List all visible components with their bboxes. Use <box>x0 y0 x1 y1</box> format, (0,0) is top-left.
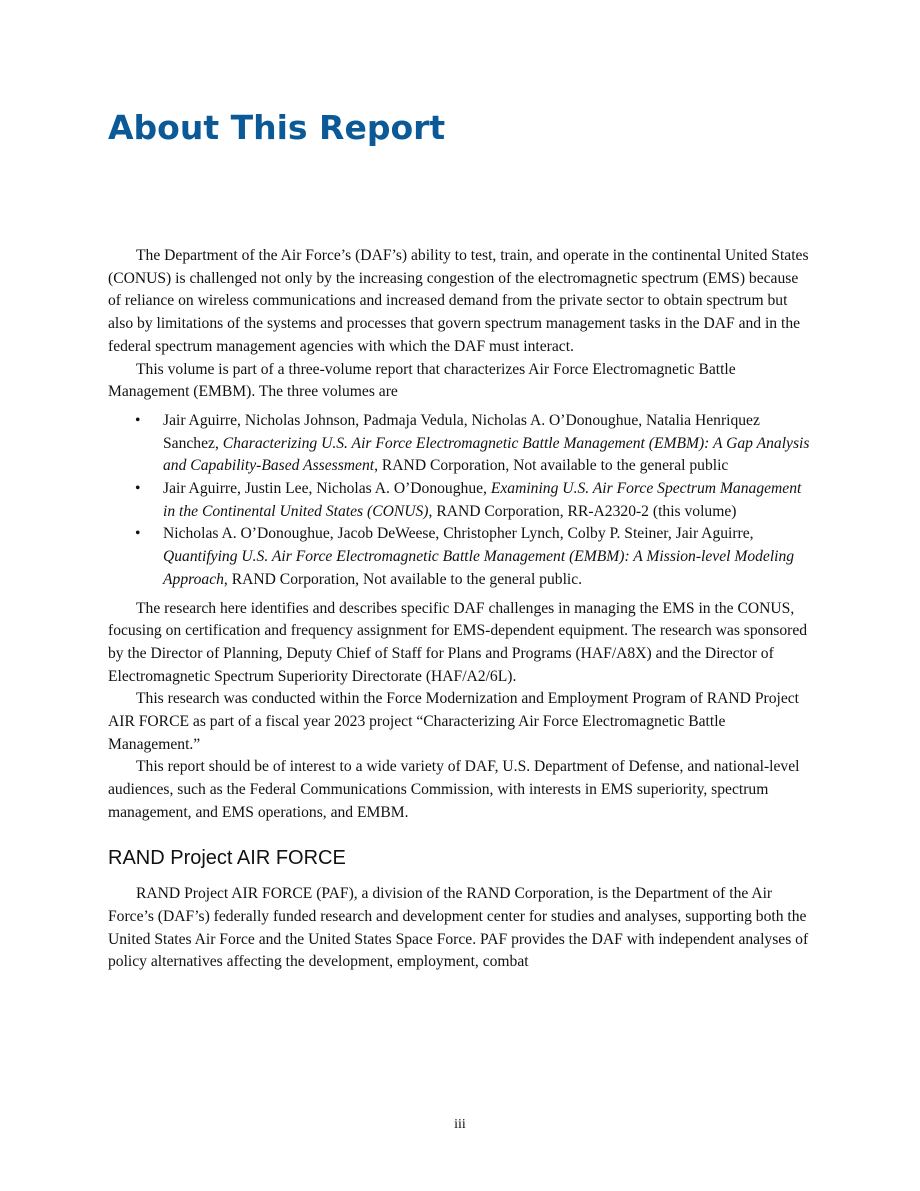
paragraph-program: This research was conducted within the Force Modernization and Employment Program of RAND Project AIR FORCE as part of a fiscal year 2023 project “Characterizing Air Force Electromagnetic Battle Management.” <box>108 690 800 753</box>
volume-publisher: , RAND Corporation, Not available to the general public. <box>223 570 583 588</box>
volume-authors: Jair Aguirre, Justin Lee, Nicholas A. O’Donoughue, <box>163 480 491 498</box>
bullet-icon: • <box>135 480 141 498</box>
page-title: About This Report <box>108 108 446 147</box>
paragraph-research-scope: The research here identifies and describes specific DAF challenges in managing the EMS in the CONUS, focusing on certification and frequency assignment for EMS-dependent equipment. The research was sponsored by the Director of Planning, Deputy Chief of Staff for Plans and Programs (HAF/A8X) and the Director of Electromagnetic Spectrum Superiority Directorate (HAF/A2/6L). <box>108 599 808 685</box>
paragraph-intro: The Department of the Air Force’s (DAF’s) ability to test, train, and operate in the continental United States (CONUS) is challenged not only by the increasing congestion of the electromagnetic spectrum (EMS) because of reliance on wireless communications and increased demand from the private sector to obtain spectrum but also by limitations of the systems and processes that govern spectrum management tasks in the DAF and in the federal spectrum management agencies with which the DAF must interact. <box>108 247 809 355</box>
section-heading: RAND Project AIR FORCE <box>108 846 346 869</box>
volume-publisher: , RAND Corporation, RR-A2320-2 (this volume) <box>428 502 737 520</box>
report-body <box>108 245 814 974</box>
volume-list <box>108 410 814 592</box>
volume-title: Examining U.S. Air Force Spectrum Management in the Continental United States (CONUS) <box>163 480 802 520</box>
volume-publisher: , RAND Corporation, Not available to the general public <box>374 457 729 475</box>
paragraph-volume-overview: This volume is part of a three-volume report that characterizes Air Force Electromagnetic Battle Management (EMBM). The three volumes are <box>108 360 736 401</box>
page-number: iii <box>454 1117 466 1132</box>
volume-authors: Nicholas A. O’Donoughue, Jacob DeWeese, Christopher Lynch, Colby P. Steiner, Jair Aguirre, <box>163 525 754 543</box>
paragraph-paf: RAND Project AIR FORCE (PAF), a division of the RAND Corporation, is the Department of the Air Force’s (DAF’s) federally funded research and development center for studies and analyses, supporting both the United States Air Force and the United States Space Force. PAF provides the DAF with independent analyses of policy alternatives affecting the development, employment, combat <box>108 885 809 971</box>
volume-list-item <box>108 410 814 478</box>
volume-list-item <box>108 478 814 523</box>
volume-title: Characterizing U.S. Air Force Electromagnetic Battle Management (EMBM): A Gap Analysis and Capability-Based Assessment <box>163 434 810 475</box>
volume-title: Quantifying U.S. Air Force Electromagnetic Battle Management (EMBM): A Mission-level Modeling Approach <box>163 548 795 588</box>
volume-list-item <box>108 523 814 591</box>
paragraph-audience: This report should be of interest to a wide variety of DAF, U.S. Department of Defense, and national-level audiences, such as the Federal Communications Commission, with interests in EMS superiority, spectrum management, and EMS operations, and EMBM. <box>108 758 800 821</box>
bullet-icon: • <box>135 525 141 543</box>
volume-authors: Jair Aguirre, Nicholas Johnson, Padmaja Vedula, Nicholas A. O’Donoughue, Natalia Henriquez Sanchez, <box>163 411 760 452</box>
bullet-icon: • <box>135 411 141 429</box>
